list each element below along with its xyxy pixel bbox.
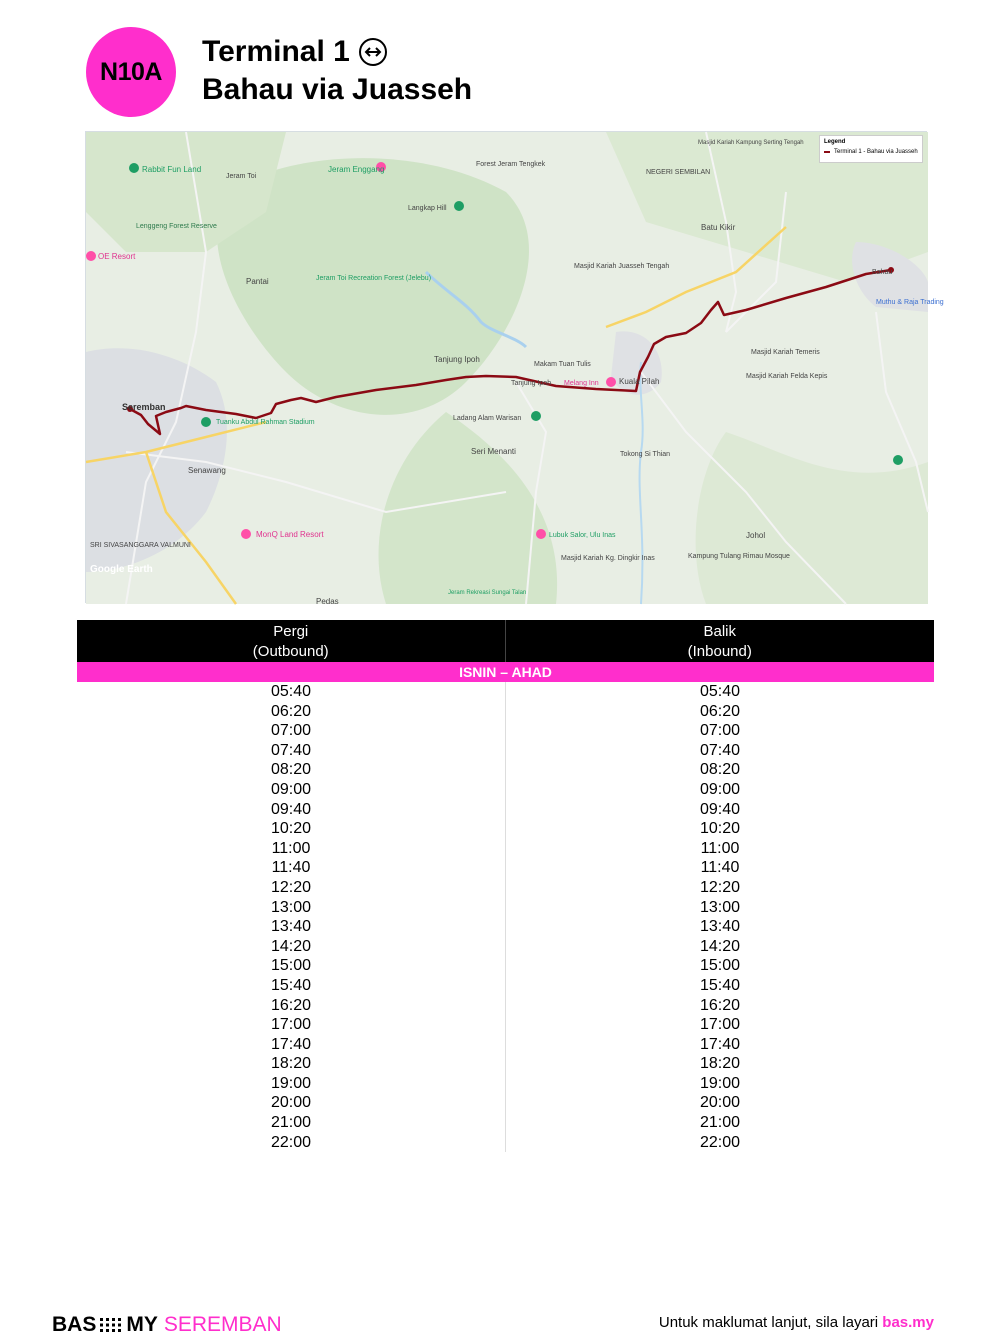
outbound-time: 18:20 xyxy=(270,1055,312,1073)
outbound-time: 16:20 xyxy=(270,996,312,1014)
brand-logo xyxy=(52,1313,282,1337)
inbound-time: 14:20 xyxy=(699,937,741,955)
inbound-time: 17:40 xyxy=(699,1035,741,1053)
map-label-tuanku-stadium: Tuanku Abdul Rahman Stadium xyxy=(216,419,315,426)
inbound-time: 11:00 xyxy=(700,839,740,857)
outbound-time: 07:00 xyxy=(270,722,312,740)
outbound-time: 05:40 xyxy=(270,683,312,700)
outbound-time: 07:40 xyxy=(270,741,312,759)
outbound-time: 19:00 xyxy=(270,1074,312,1092)
inbound-sublabel: (Inbound) xyxy=(687,643,752,660)
inbound-time: 05:40 xyxy=(699,683,741,700)
inbound-time: 07:00 xyxy=(699,722,741,740)
outbound-time: 15:40 xyxy=(270,976,312,994)
outbound-time: 20:00 xyxy=(270,1094,312,1112)
outbound-time: 09:00 xyxy=(270,780,312,798)
map-label-ladang-alam-warisan: Ladang Alam Warisan xyxy=(453,415,522,422)
map-label-tanjung-ipoh: Tanjung Ipoh xyxy=(434,355,480,364)
route-code: N10A xyxy=(100,57,162,86)
map-label-masjid-felda-kepis: Masjid Kariah Felda Kepis xyxy=(746,373,828,380)
map-label-johol: Johol xyxy=(746,531,766,540)
map-label-sri-sivasangara: SRI SIVASANGGARA VALMUNI xyxy=(90,542,191,549)
outbound-time: 09:40 xyxy=(270,800,312,818)
outbound-time: 21:00 xyxy=(270,1114,312,1132)
day-band: ISNIN – AHAD xyxy=(77,662,934,682)
brand-bas: BAS xyxy=(52,1313,97,1336)
outbound-column-header xyxy=(77,620,506,662)
map-canvas xyxy=(86,132,944,606)
map-label-masjid-serting: Masjid Kariah Kampung Serting Tengah xyxy=(698,140,804,146)
outbound-time: 13:40 xyxy=(270,918,312,936)
outbound-sublabel: (Outbound) xyxy=(252,643,329,660)
inbound-time: 20:00 xyxy=(699,1094,741,1112)
inbound-time: 17:00 xyxy=(699,1016,741,1034)
map-label-bahau: Bahau xyxy=(872,269,893,276)
inbound-time: 07:40 xyxy=(699,741,741,759)
map-label-tanjung-ipoh-2: Tanjung Ipoh xyxy=(511,380,552,387)
map-label-masjid-juasseh: Masjid Kariah Juasseh Tengah xyxy=(574,263,670,270)
inbound-time: 13:00 xyxy=(699,898,741,916)
outbound-times-column xyxy=(77,682,506,1152)
map-label-seremban: Seremban xyxy=(122,402,166,412)
inbound-time: 12:20 xyxy=(699,878,741,896)
inbound-time: 08:20 xyxy=(699,761,741,779)
route-code-badge xyxy=(86,27,176,117)
map-label-lubuk-salor: Lubuk Salor, Ulu Inas xyxy=(549,532,616,539)
map-legend xyxy=(819,135,923,163)
map-attribution: Google Earth xyxy=(90,564,153,575)
outbound-time: 10:20 xyxy=(270,820,312,838)
map-label-lenggeng-forest: Lenggeng Forest Reserve xyxy=(136,223,217,230)
outbound-time: 22:00 xyxy=(270,1133,312,1151)
inbound-time: 15:40 xyxy=(699,976,741,994)
inbound-column-header xyxy=(506,620,935,662)
outbound-time: 13:00 xyxy=(270,898,312,916)
map-label-seri-menanti: Seri Menanti xyxy=(471,447,516,456)
map-label-monq-land-resort: MonQ Land Resort xyxy=(256,530,324,539)
outbound-time: 15:00 xyxy=(270,957,312,975)
route-map[interactable] xyxy=(85,131,944,606)
outbound-time: 11:40 xyxy=(271,859,311,877)
inbound-time: 13:40 xyxy=(699,918,741,936)
map-label-oe-resort: OE Resort xyxy=(98,252,136,261)
outbound-time: 12:20 xyxy=(270,878,312,896)
footer-info-text: Untuk maklumat lanjut, sila layari xyxy=(658,1314,879,1331)
map-label-makam-tuan-tulis: Makam Tuan Tulis xyxy=(534,361,591,368)
brand-my: MY xyxy=(126,1313,158,1336)
map-label-rabbit-fun-land: Rabbit Fun Land xyxy=(142,165,202,174)
timetable-body xyxy=(77,682,934,1152)
outbound-time: 11:00 xyxy=(271,839,311,857)
map-label-kampung-tulang: Kampung Tulang Rimau Mosque xyxy=(688,553,790,560)
footer-link[interactable]: bas.my xyxy=(882,1314,934,1331)
map-label-negeri-sembilan: NEGERI SEMBILAN xyxy=(646,169,711,176)
inbound-time: 15:00 xyxy=(699,957,741,975)
map-label-jeram-toi: Jeram Toi xyxy=(226,173,257,180)
inbound-time: 09:00 xyxy=(699,780,741,798)
map-label-forest-jeram-tengkek: Forest Jeram Tengkek xyxy=(476,161,546,168)
outbound-time: 14:20 xyxy=(270,937,312,955)
map-label-masjid-temeris: Masjid Kariah Temeris xyxy=(751,349,820,356)
map-label-muthu-raja: Muthu & Raja Trading xyxy=(876,299,944,306)
inbound-time: 10:20 xyxy=(699,820,741,838)
inbound-time: 21:00 xyxy=(699,1114,741,1132)
inbound-time: 22:00 xyxy=(699,1133,741,1151)
outbound-time: 06:20 xyxy=(270,702,312,720)
map-legend-title: Legend xyxy=(824,139,846,145)
outbound-label: Pergi xyxy=(273,623,309,640)
map-legend-entry: Terminal 1 - Bahau via Juasseh xyxy=(834,149,918,155)
map-label-pedas: Pedas xyxy=(316,597,339,606)
map-label-pantai: Pantai xyxy=(246,277,269,286)
outbound-time: 08:20 xyxy=(270,761,312,779)
route-line-swatch xyxy=(824,151,830,153)
inbound-times-column xyxy=(506,682,934,1152)
inbound-time: 16:20 xyxy=(699,996,741,1014)
map-label-jeram-enggang: Jeram Enggang xyxy=(328,165,385,174)
map-label-batu-kikir: Batu Kikir xyxy=(701,223,736,232)
brand-dots-icon xyxy=(100,1317,122,1333)
map-label-senawang: Senawang xyxy=(188,466,226,475)
route-title-destination: Bahau via Juasseh xyxy=(202,73,473,106)
map-label-jeram-rekreasi: Jeram Rekreasi Sungai Talan xyxy=(448,590,527,596)
map-label-kuala-pilah: Kuala Pilah xyxy=(619,377,660,386)
inbound-time: 06:20 xyxy=(699,702,741,720)
inbound-time: 09:40 xyxy=(699,800,741,818)
inbound-time: 11:40 xyxy=(700,859,740,877)
map-label-masjid-dingkir: Masjid Kariah Kg. Dingkir Inas xyxy=(561,555,655,562)
map-label-tokong-si-thian: Tokong Si Thian xyxy=(620,451,671,458)
route-title-origin: Terminal 1 xyxy=(202,35,350,68)
map-label-langkap-hill: Langkap Hill xyxy=(408,205,447,212)
map-label-jeram-toi-rec: Jeram Toi Recreation Forest (Jelebu) xyxy=(316,275,432,282)
route-title xyxy=(202,33,472,109)
inbound-time: 19:00 xyxy=(699,1074,741,1092)
footer-info xyxy=(659,1314,934,1331)
timetable xyxy=(77,620,934,1152)
inbound-label: Balik xyxy=(703,623,736,640)
outbound-time: 17:40 xyxy=(270,1035,312,1053)
timetable-header xyxy=(77,620,934,662)
map-label-melang-inn: Melang Inn xyxy=(564,380,599,387)
inbound-time: 18:20 xyxy=(699,1055,741,1073)
outbound-time: 17:00 xyxy=(270,1016,312,1034)
brand-city: SEREMBAN xyxy=(163,1313,282,1336)
bidirectional-arrow-icon xyxy=(358,37,388,67)
